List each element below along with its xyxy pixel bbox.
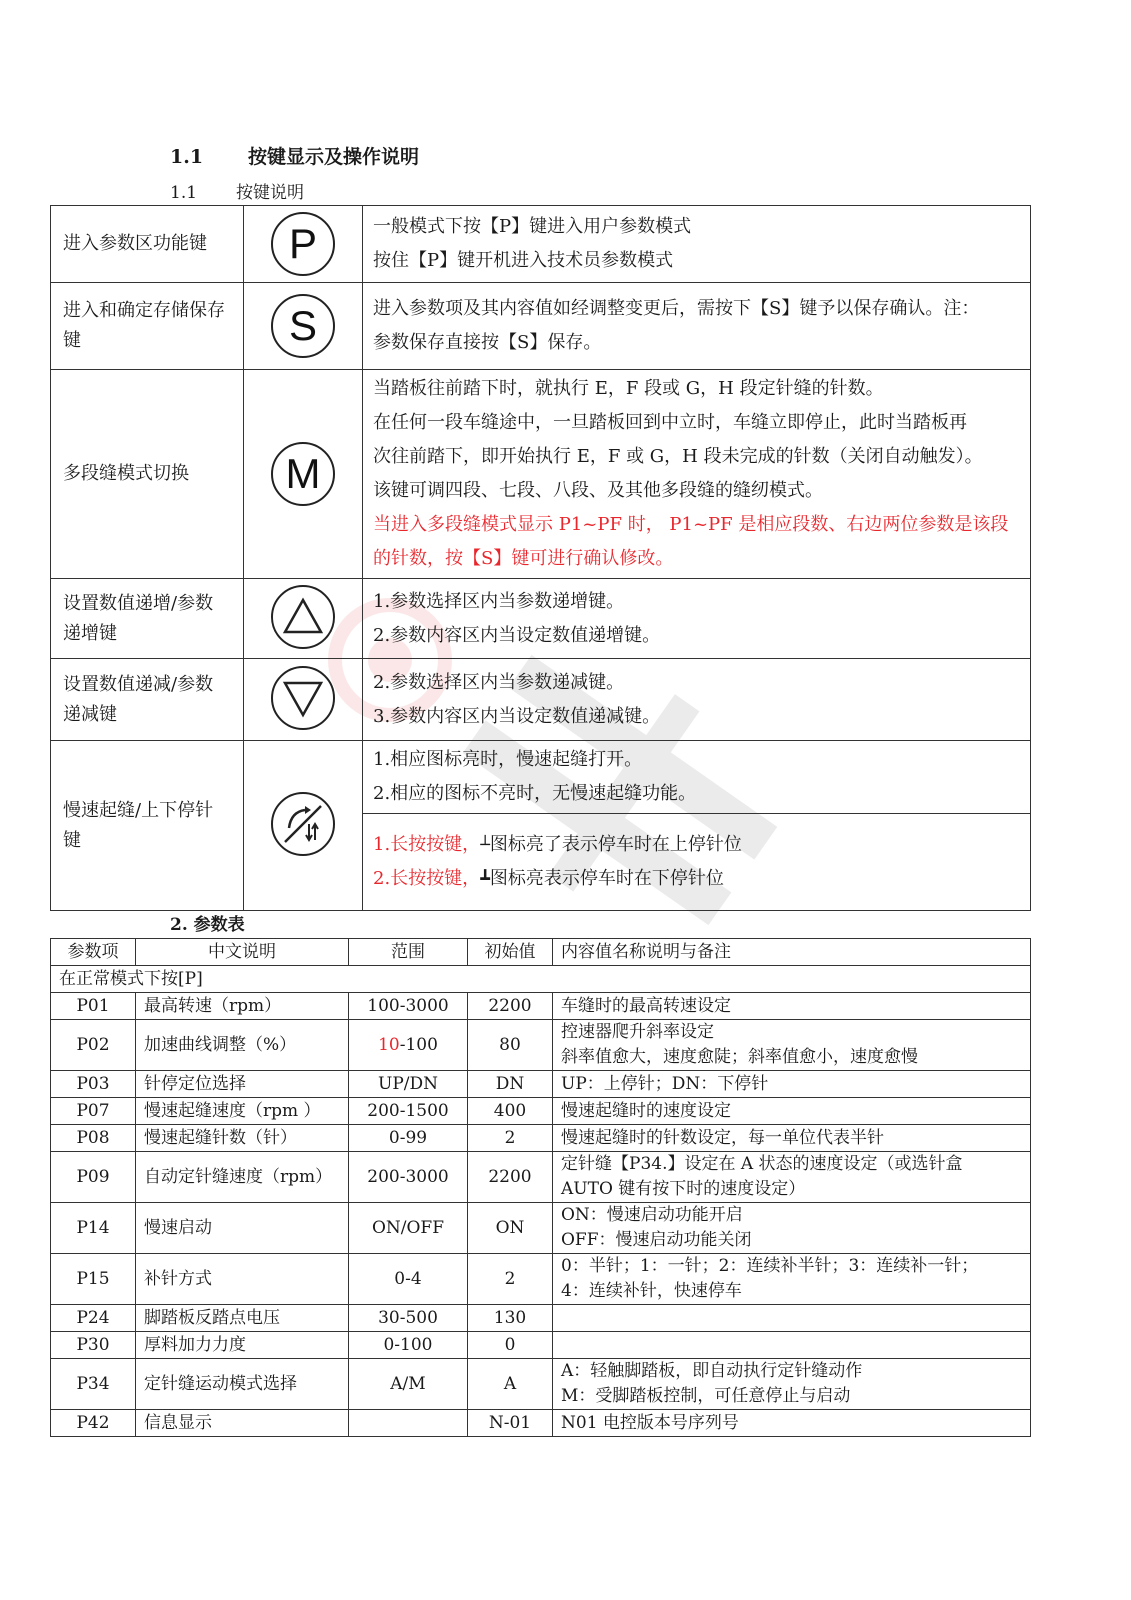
param-initial: 0 <box>468 1332 553 1359</box>
param-initial: A <box>468 1359 553 1410</box>
param-id: P09 <box>51 1152 136 1203</box>
key-description: 2.参数选择区内当参数递减键。 3.参数内容区内当设定数值递减键。 <box>363 659 1031 741</box>
param-id: P03 <box>51 1071 136 1098</box>
param-name: 脚踏板反踏点电压 <box>136 1305 349 1332</box>
param-row-p09 <box>51 1152 1031 1203</box>
param-notes: 定针缝【P34.】设定在 A 状态的速度设定（或选针盒 AUTO 键有按下时的速度设定） <box>553 1152 1031 1203</box>
param-name: 慢速启动 <box>136 1203 349 1254</box>
key-description-table <box>50 205 1031 911</box>
param-row-p15 <box>51 1254 1031 1305</box>
p-key-icon: P <box>271 212 335 276</box>
param-name: 自动定针缝速度（rpm） <box>136 1152 349 1203</box>
param-section-title: 2. 参数表 <box>170 915 245 935</box>
param-notes: 慢速起缝时的速度设定 <box>553 1098 1031 1125</box>
key-name: 进入和确定存储保存键 <box>51 283 244 370</box>
param-initial: 2 <box>468 1254 553 1305</box>
param-name: 信息显示 <box>136 1410 349 1437</box>
param-initial: 2 <box>468 1125 553 1152</box>
param-id: P15 <box>51 1254 136 1305</box>
param-notes: 车缝时的最高转速设定 <box>553 993 1031 1020</box>
param-row-p24 <box>51 1305 1031 1332</box>
key-description: 1.相应图标亮时，慢速起缝打开。 2.相应的图标不亮时，无慢速起缝功能。 <box>363 741 1031 814</box>
param-name: 针停定位选择 <box>136 1071 349 1098</box>
param-initial: N-01 <box>468 1410 553 1437</box>
key-name: 多段缝模式切换 <box>51 370 244 579</box>
param-notes: N01 电控版本号序列号 <box>553 1410 1031 1437</box>
param-notes: UP：上停针；DN：下停针 <box>553 1071 1031 1098</box>
needle-up-icon: ┴ <box>480 835 490 854</box>
param-row-p07 <box>51 1098 1031 1125</box>
param-initial: 2200 <box>468 1152 553 1203</box>
param-initial: 2200 <box>468 993 553 1020</box>
needle-down-icon: ┻ <box>480 869 490 888</box>
param-row-p08 <box>51 1125 1031 1152</box>
param-range: UP/DN <box>349 1071 468 1098</box>
param-row-p42 <box>51 1410 1031 1437</box>
param-name: 定针缝运动模式选择 <box>136 1359 349 1410</box>
section-title: 按键显示及操作说明 <box>248 146 420 168</box>
param-range: 30-500 <box>349 1305 468 1332</box>
param-initial: 130 <box>468 1305 553 1332</box>
key-name: 设置数值递增/参数递增键 <box>51 579 244 659</box>
key-name: 慢速起缝/上下停针键 <box>51 741 244 911</box>
param-notes: 慢速起缝时的针数设定，每一单位代表半针 <box>553 1125 1031 1152</box>
param-notes: 0：半针；1：一针；2：连续补半针；3：连续补一针； 4：连续补针，快速停车 <box>553 1254 1031 1305</box>
m-key-icon: M <box>271 442 335 506</box>
param-name: 加速曲线调整（%） <box>136 1020 349 1071</box>
param-range: 0-99 <box>349 1125 468 1152</box>
key-row-m <box>51 370 1031 579</box>
param-range <box>349 1410 468 1437</box>
section-number: 1.1 <box>170 146 204 168</box>
param-name: 厚料加力力度 <box>136 1332 349 1359</box>
param-id: P01 <box>51 993 136 1020</box>
param-range: 0-4 <box>349 1254 468 1305</box>
param-notes <box>553 1305 1031 1332</box>
subsection-number: 1.1 <box>170 183 198 203</box>
param-range: 200-1500 <box>349 1098 468 1125</box>
key-name: 设置数值递减/参数递减键 <box>51 659 244 741</box>
param-id: P42 <box>51 1410 136 1437</box>
s-key-icon: S <box>271 294 335 358</box>
param-id: P07 <box>51 1098 136 1125</box>
key-description: 当踏板往前踏下时，就执行 E，F 段或 G，H 段定针缝的针数。 在任何一段车缝途中，一旦踏板回到中立时，车缝立即停止，此时当踏板再 次往前踏下，即开始执行 E，F 或 G，H 段未完成的针数（关闭自动触发）。 该键可调四段、七段、八段、及其他多段缝的缝纫模式。 当进入多段缝模式显示 P1~PF 时， P1~PF 是相应段数、右边两位参数是该段 的针数，按【S】键可进行确认修改。 <box>363 370 1031 579</box>
key-row-up <box>51 579 1031 659</box>
parameter-table <box>50 938 1031 1437</box>
param-notes <box>553 1332 1031 1359</box>
param-row-p30 <box>51 1332 1031 1359</box>
subsection-heading <box>170 178 304 203</box>
param-notes: ON：慢速启动功能开启 OFF：慢速启动功能关闭 <box>553 1203 1031 1254</box>
key-name: 进入参数区功能键 <box>51 206 244 283</box>
param-initial: 400 <box>468 1098 553 1125</box>
param-name: 补针方式 <box>136 1254 349 1305</box>
key-description: 1.长按按键，┴图标亮了表示停车时在上停针位 2.长按按键，┻图标亮表示停车时在下停针位 <box>363 814 1031 911</box>
param-initial: 80 <box>468 1020 553 1071</box>
param-notes: 控速器爬升斜率设定 斜率值愈大，速度愈陡；斜率值愈小，速度愈慢 <box>553 1020 1031 1071</box>
key-description: 1.参数选择区内当参数递增键。 2.参数内容区内当设定数值递增键。 <box>363 579 1031 659</box>
param-range: 100-3000 <box>349 993 468 1020</box>
param-id: P24 <box>51 1305 136 1332</box>
param-id: P34 <box>51 1359 136 1410</box>
subsection-title: 按键说明 <box>236 183 304 203</box>
param-row-p03 <box>51 1071 1031 1098</box>
param-range: 200-3000 <box>349 1152 468 1203</box>
slow-start-needle-icon <box>271 792 335 856</box>
param-id: P30 <box>51 1332 136 1359</box>
param-id: P08 <box>51 1125 136 1152</box>
key-row-s <box>51 283 1031 370</box>
param-row-p01 <box>51 993 1031 1020</box>
triangle-up-icon <box>271 585 335 649</box>
param-row-p14 <box>51 1203 1031 1254</box>
param-notes: A：轻触脚踏板，即自动执行定针缝动作 M：受脚踏板控制，可任意停止与启动 <box>553 1359 1031 1410</box>
param-range: ON/OFF <box>349 1203 468 1254</box>
param-row-p02 <box>51 1020 1031 1071</box>
key-description: 进入参数项及其内容值如经调整变更后，需按下【S】键予以保存确认。注： 参数保存直接按【S】保存。 <box>363 283 1031 370</box>
param-name: 慢速起缝速度（rpm ） <box>136 1098 349 1125</box>
key-row-down <box>51 659 1031 741</box>
param-group-row: 在正常模式下按[P] <box>51 966 1031 993</box>
param-range: 0-100 <box>349 1332 468 1359</box>
param-name: 慢速起缝针数（针） <box>136 1125 349 1152</box>
param-name: 最高转速（rpm） <box>136 993 349 1020</box>
key-description: 一般模式下按【P】键进入用户参数模式 按住【P】键开机进入技术员参数模式 <box>363 206 1031 283</box>
param-row-p34 <box>51 1359 1031 1410</box>
triangle-down-icon <box>271 666 335 730</box>
param-rows <box>51 993 1031 1437</box>
key-row-p <box>51 206 1031 283</box>
param-range: A/M <box>349 1359 468 1410</box>
param-id: P14 <box>51 1203 136 1254</box>
section-heading <box>170 142 419 169</box>
key-row-slow-start <box>51 741 1031 814</box>
param-header-row: 参数项 中文说明 范围 初始值 内容值名称说明与备注 <box>51 939 1031 966</box>
param-range: 10-100 <box>349 1020 468 1071</box>
param-initial: ON <box>468 1203 553 1254</box>
param-id: P02 <box>51 1020 136 1071</box>
param-initial: DN <box>468 1071 553 1098</box>
